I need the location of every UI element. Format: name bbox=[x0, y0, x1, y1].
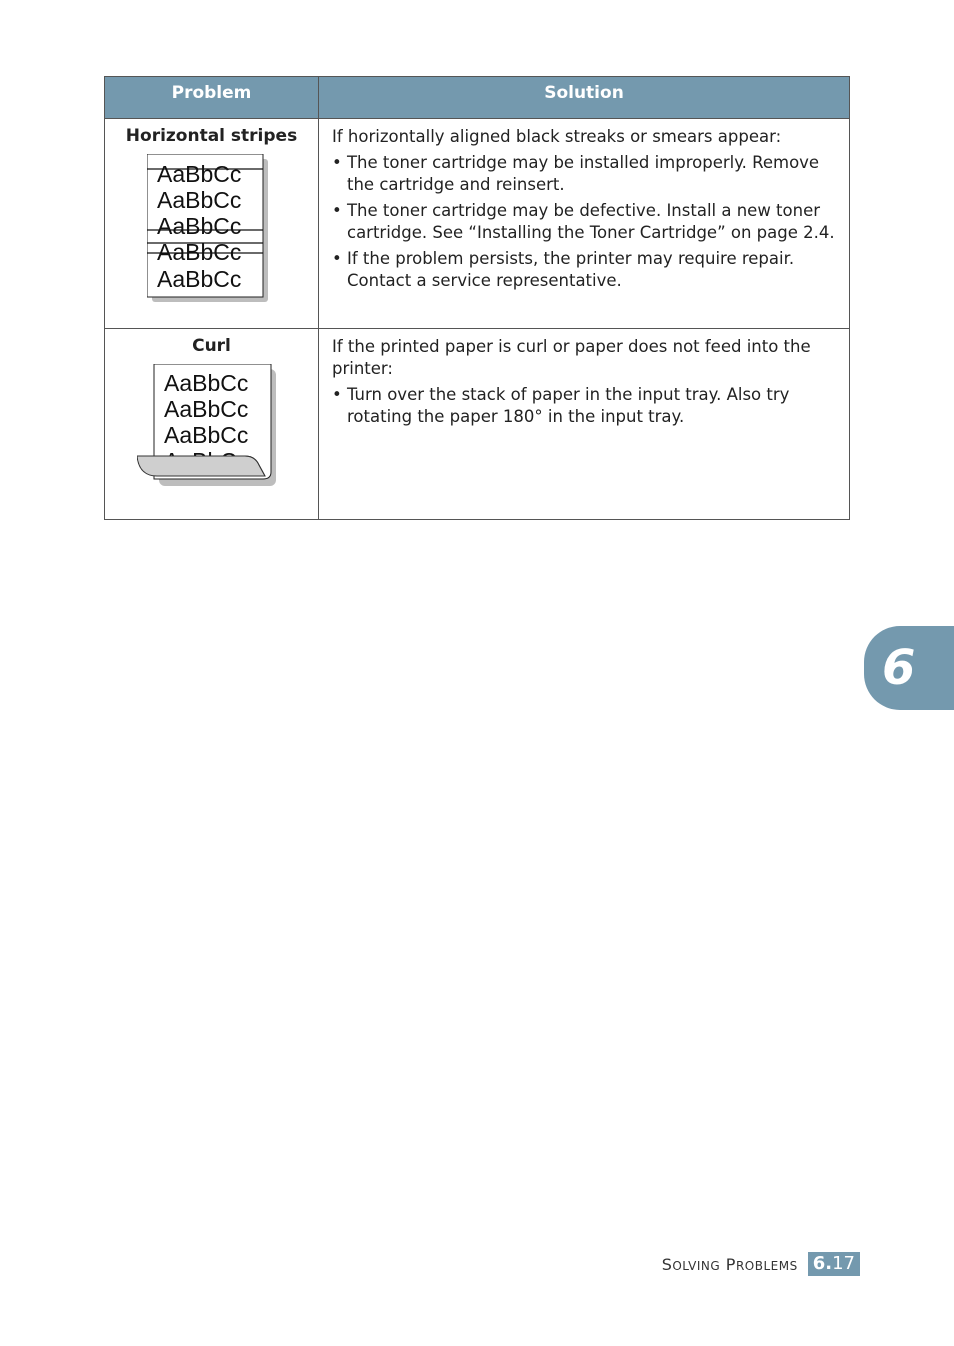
page-footer bbox=[662, 1252, 860, 1276]
header-problem: Problem bbox=[105, 77, 319, 118]
solution-bullet: • If the problem persists, the printer may require repair. Contact a service representative. bbox=[332, 249, 795, 290]
sample-text-line: AaBbCc bbox=[163, 396, 248, 422]
solution-intro: If horizontally aligned black streaks or smears appear: bbox=[332, 127, 782, 146]
chapter-tab bbox=[864, 626, 954, 710]
chapter-number: 6 bbox=[882, 640, 916, 696]
curl-illustration bbox=[137, 364, 287, 492]
solution-cell bbox=[319, 119, 849, 328]
table-row bbox=[105, 329, 849, 519]
table-row bbox=[105, 119, 849, 329]
table-header bbox=[105, 77, 849, 119]
solution-bullet: • Turn over the stack of paper in the input tray. Also try rotating the paper 180° in the input tray. bbox=[332, 385, 790, 426]
sample-text-line: AaBbCc bbox=[156, 213, 241, 239]
problem-cell bbox=[105, 119, 319, 328]
section-title: SOLVING PROBLEMS bbox=[661, 1254, 798, 1274]
sample-text-line: AaBbCc bbox=[156, 239, 241, 265]
sample-text-line: AaBbCc bbox=[163, 422, 248, 448]
sample-text-line: AaBbCc bbox=[156, 266, 241, 292]
sample-text-line: AaBbCc bbox=[156, 187, 241, 213]
sample-text-line: AaBbCc bbox=[163, 370, 248, 396]
header-solution: Solution bbox=[544, 83, 624, 103]
sample-text-line: AaBbCc bbox=[156, 161, 241, 187]
horizontal-stripes-illustration bbox=[147, 154, 277, 309]
troubleshooting-table bbox=[104, 76, 850, 520]
solution-intro: If the printed paper is curl or paper does not feed into the printer: bbox=[332, 337, 811, 378]
solution-cell bbox=[319, 329, 849, 519]
problem-title: Horizontal stripes bbox=[125, 126, 298, 146]
page-number: 6.17 bbox=[808, 1252, 860, 1276]
problem-cell bbox=[105, 329, 319, 519]
solution-bullet: • The toner cartridge may be installed improperly. Remove the cartridge and reinsert. bbox=[332, 153, 820, 194]
problem-title: Curl bbox=[192, 336, 231, 356]
solution-bullet: • The toner cartridge may be defective. Install a new toner cartridge. See “Installing the Toner Cartridge” on page 2.4. bbox=[332, 201, 835, 242]
